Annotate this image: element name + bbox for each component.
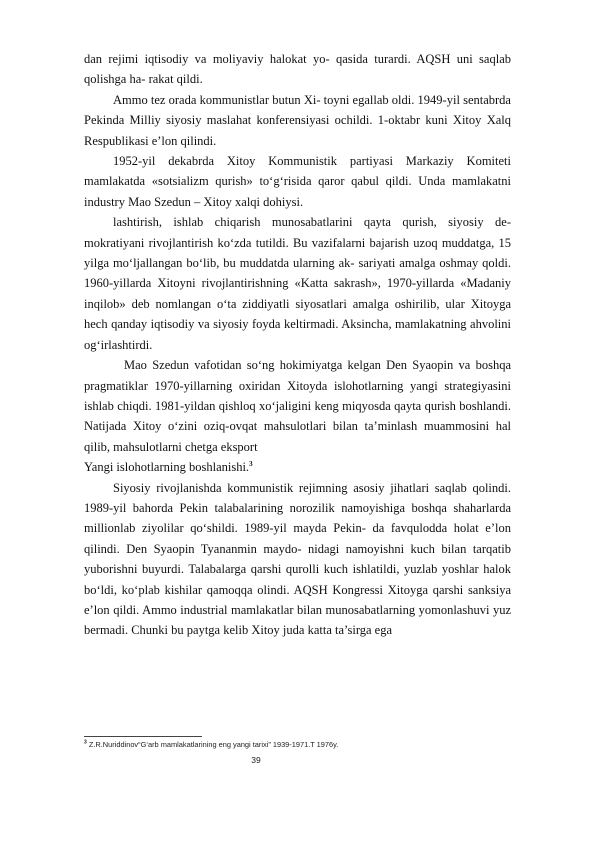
- footnote-reference: 3: [249, 459, 253, 468]
- paragraph-1: dan rejimi iqtisodiy va moliyaviy halokat yo- qasida turardi. AQSH uni saqlab qolishga ha- rakat qildi.: [84, 52, 511, 87]
- section-heading: [84, 457, 511, 477]
- footnote-divider: [84, 736, 202, 737]
- paragraph-5: Mao Szedun vafotidan so‘ng hokimiyatga kelgan Den Syaopin va boshqa pragmatiklar 1970-yillarning oxiridan Xitoyda islohotlarning yangi strategiyasini ishlab chiqdi. 1981-yildan qishloq xo‘jaligini keng miqyosda qayta qurish boshlandi. Natijada Xitoy o‘zini oziq-ovqat mahsulotlari bilan ta’minlash muammosini hal qilib, mahsulotlarni chetga eksport: [84, 358, 511, 454]
- section-heading-text: Yangi islohotlarning boshlanishi.: [84, 460, 250, 475]
- footnote-marker: 3: [84, 739, 87, 746]
- paragraph-3: 1952-yil dekabrda Xitoy Kommunistik partiyasi Markaziy Komiteti mamlakatda «sotsializm qurish» to‘g‘risida qaror qabul qildi. Unda mamlakatni industry Mao Szedun – Xitoy xalqi dohiysi.: [84, 154, 511, 209]
- page-number: 39: [251, 755, 261, 765]
- paragraph-4: lashtirish, ishlab chiqarish munosabatlarini qayta qurish, siyosiy de- mokratiyani rivojlantirish ko‘zda tutildi. Bu vazifalarni bajarish uzoq muddatga, 15 yilga mo‘ljallangan bo‘lib, bu muddatda ularning ak- sariyati amalga oshmay qoldi. 1960-yillarda Xitoyni rivojlantirishning «Katta sakrash», 1970-yillarda «Madaniy inqilob» deb nomlangan o‘ta ziddiyatli siyosatlari amalga oshirilib, ular Xitoyga hech qanday iqtisodiy va siyosiy foyda keltirmadi. Aksincha, mamlakatning ahvolini og‘irlashtirdi.: [84, 215, 511, 352]
- paragraph-2: Ammo tez orada kommunistlar butun Xi- toyni egallab oldi. 1949-yil sentabrda Pekinda Milliy siyosiy maslahat konferensiyasi ochildi. 1-oktabr kuni Xitoy Xalq Respublikasi e’lon qilindi.: [84, 92, 511, 148]
- paragraph-6: Siyosiy rivojlanishda kommunistik rejimning asosiy jihatlari saqlab qolindi. 1989-yil bahorda Pekin talabalarining norozilik namoyishiga boshqa shaharlarda millionlab ziyolilar qo‘shildi. 1989-yil mayda Pekin- da favqulodda holat e’lon qilindi. Den Syaopin Tyananmin maydo- nidagi namoyishni kuch bilan tarqatib yuborishni buyurdi. Talabalarga qarshi qurolli kuch ishlatildi, yuzlab yoshlar halok bo‘ldi, ko‘plab kishilar qamoqqa olindi. AQSH Kongressi Xitoyga qarshi sanksiya e’lon qildi. Ammo industrial mamlakatlar bilan munosabatlarning yomonlashuvi yuz bermadi. Chunki bu paytga kelib Xitoy juda katta ta’sirga ega: [84, 480, 511, 638]
- footnote-text: Z.R.Nuriddinov“G‘arb mamlakatlarining eng yangi tarixi” 1939-1971.T 1976y.: [86, 740, 339, 749]
- body-text: [84, 49, 511, 641]
- footnote: [84, 740, 514, 750]
